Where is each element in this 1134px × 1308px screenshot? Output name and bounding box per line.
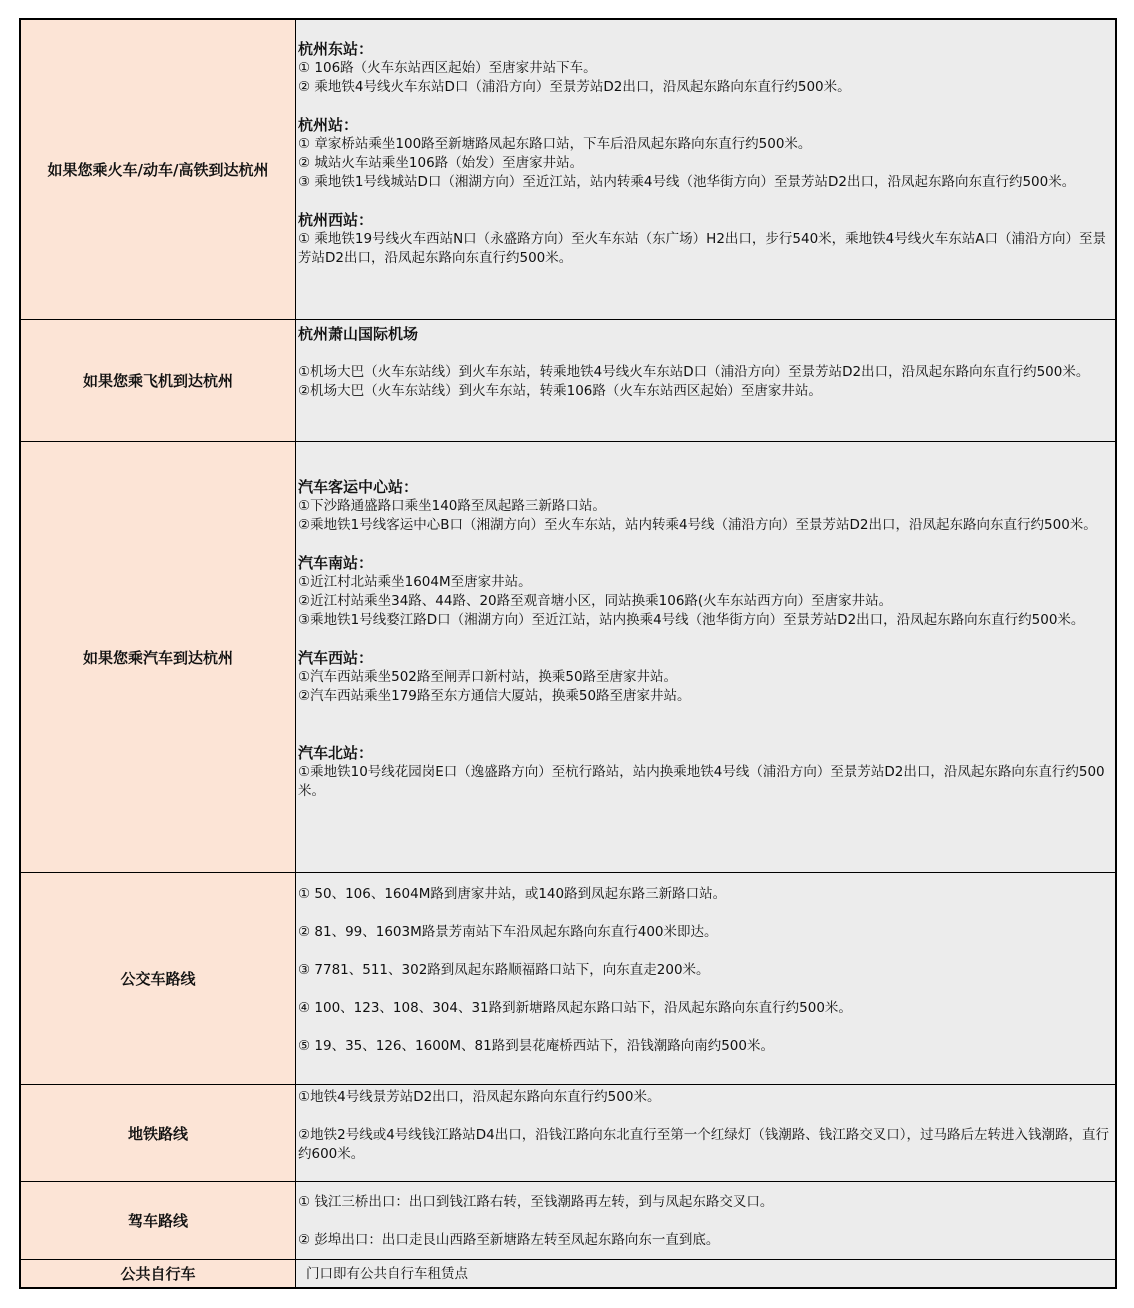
row-content-city-bus [296,873,1115,1085]
label-text: 驾车路线 [127,1212,188,1230]
direction-line: ①乘地铁10号线花园岗E口（逸盛路方向）至杭行路站，站内换乘地铁4号线（浦沿方向）至景芳站D2出口，沿凤起东路向东直行约500米。 [298,764,1105,799]
label-text: 如果您乘火车/动车/高铁到达杭州 [47,161,269,179]
row-label-bike [21,1260,296,1287]
row-content-bike [296,1260,1115,1287]
row-content-plane [296,320,1115,442]
direction-line: ②汽车西站乘坐179路至东方通信大厦站，换乘50路至唐家井站。 [298,688,691,704]
direction-line: ①汽车西站乘坐502路至闸弄口新村站，换乘50路至唐家井站。 [298,669,678,685]
direction-line: 门口即有公共自行车租赁点 [306,1266,468,1282]
row-content-driving [296,1182,1115,1260]
direction-line: ① 50、106、1604M路到唐家井站，或140路到凤起东路三新路口站。 [298,886,727,902]
direction-line: ②地铁2号线或4号线钱江路站D4出口，沿钱江路向东北直行至第一个红绿灯（钱潮路、钱江路交叉口），过马路后左转进入钱潮路，直行约600米。 [298,1127,1110,1162]
label-text: 公共自行车 [120,1265,196,1283]
row-label-train [21,20,296,320]
direction-line: ② 81、99、1603M路景芳南站下车沿凤起东路向东直行400米即达。 [298,924,718,940]
direction-line: ③乘地铁1号线婺江路D口（湘湖方向）至近江站，站内换乘4号线（池华街方向）至景芳站D2出口，沿凤起东路向东直行约500米。 [298,612,1085,628]
section-title: 杭州萧山国际机场 [298,325,419,343]
label-text: 地铁路线 [127,1124,188,1143]
row-label-plane [21,320,296,442]
direction-line: ①地铁4号线景芳站D2出口，沿凤起东路向东直行约500米。 [298,1089,661,1105]
section-title: 杭州西站： [298,211,374,229]
row-label-driving [21,1182,296,1260]
label-text: 如果您乘汽车到达杭州 [82,648,233,667]
row-content-metro [296,1085,1115,1182]
direction-line: ①近江村北站乘坐1604M至唐家井站。 [298,574,532,590]
section-title: 杭州站： [298,116,359,134]
direction-line: ③ 7781、511、302路到凤起东路顺福路口站下，向东直走200米。 [298,962,710,978]
direction-line: ① 乘地铁19号线火车西站N口（永盛路方向）至火车东站（东广场）H2出口，步行540米，乘地铁4号线火车东站A口（浦沿方向）至景芳站D2出口，沿凤起东路向东直行约500米。 [298,231,1107,266]
label-text: 公交车路线 [120,970,196,988]
section-title: 汽车客运中心站： [298,478,419,496]
direction-line: ②近江村站乘坐34路、44路、20路至观音塘小区，同站换乘106路(火车东站西方向）至唐家井站。 [298,593,893,609]
transport-directions-table [19,18,1117,1289]
row-content-train [296,20,1115,320]
row-label-city-bus [21,873,296,1085]
direction-line: ⑤ 19、35、126、1600M、81路到昙花庵桥西站下，沿钱潮路向南约500米。 [298,1038,774,1054]
label-text: 如果您乘飞机到达杭州 [82,372,233,390]
direction-line: ②乘地铁1号线客运中心B口（湘湖方向）至火车东站，站内转乘4号线（浦沿方向）至景芳站D2出口，沿凤起东路向东直行约500米。 [298,517,1097,533]
direction-line: ② 城站火车站乘坐106路（始发）至唐家井站。 [298,155,584,171]
row-label-metro [21,1085,296,1182]
row-label-coach [21,442,296,873]
direction-line: ③ 乘地铁1号线城站D口（湘湖方向）至近江站，站内转乘4号线（池华街方向）至景芳站D2出口，沿凤起东路向东直行约500米。 [298,174,1076,190]
section-title: 杭州东站： [298,40,374,58]
direction-line: ②机场大巴（火车东站线）到火车东站，转乘106路（火车东站西区起始）至唐家井站。 [298,383,822,399]
direction-line: ①机场大巴（火车东站线）到火车东站，转乘地铁4号线火车东站D口（浦沿方向）至景芳站D2出口，沿凤起东路向东直行约500米。 [298,364,1090,380]
section-title: 汽车北站： [298,744,374,762]
direction-line: ① 章家桥站乘坐100路至新塘路凤起东路口站，下车后沿凤起东路向东直行约500米。 [298,136,812,152]
section-title: 汽车西站： [298,649,374,667]
row-content-coach [296,442,1115,873]
direction-line: ② 彭埠出口：出口走艮山西路至新塘路左转至凤起东路向东一直到底。 [298,1232,720,1248]
direction-line: ④ 100、123、108、304、31路到新塘路凤起东路口站下，沿凤起东路向东直行约500米。 [298,1000,852,1016]
direction-line: ① 106路（火车东站西区起始）至唐家井站下车。 [298,60,597,76]
direction-line: ①下沙路通盛路口乘坐140路至凤起路三新路口站。 [298,498,606,514]
direction-line: ② 乘地铁4号线火车东站D口（浦沿方向）至景芳站D2出口，沿凤起东路向东直行约500米。 [298,79,851,95]
direction-line: ① 钱江三桥出口：出口到钱江路右转，至钱潮路再左转，到与凤起东路交叉口。 [298,1194,774,1210]
section-title: 汽车南站： [298,554,374,572]
